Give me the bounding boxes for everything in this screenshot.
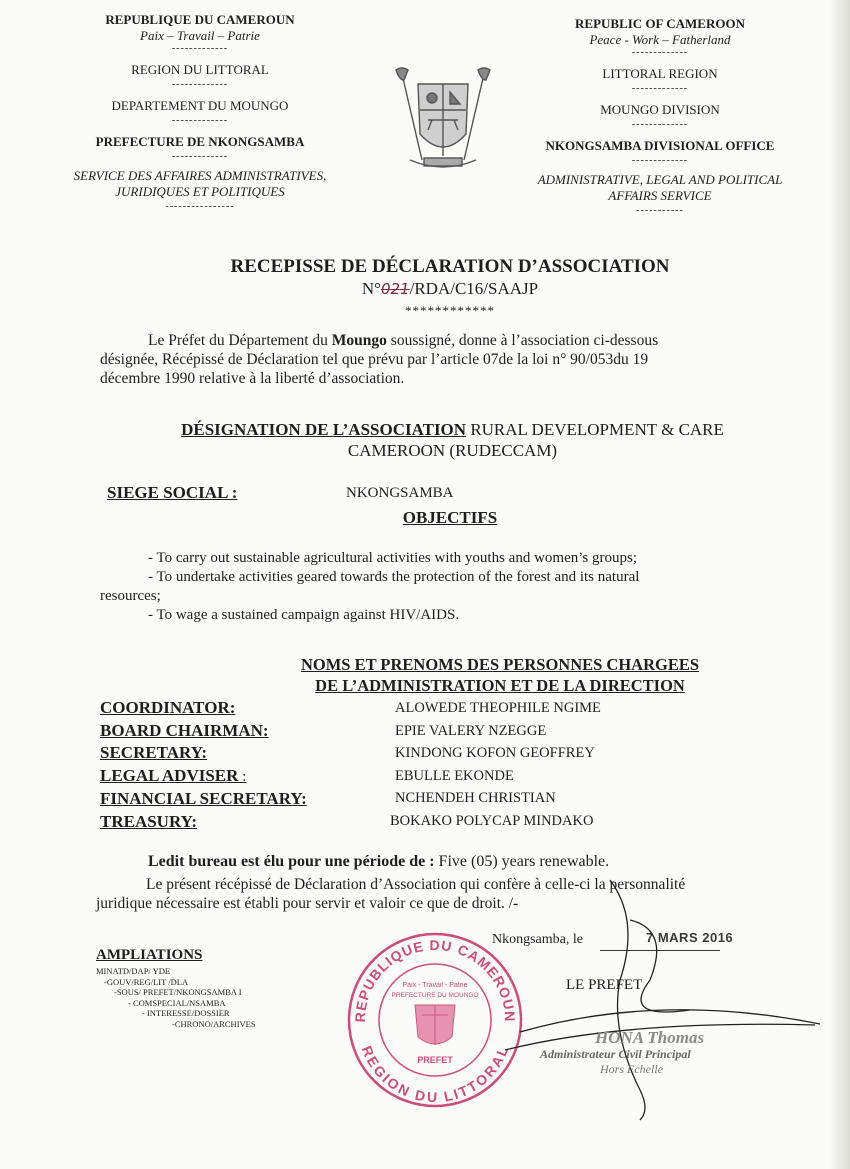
separator: -------------: [171, 151, 229, 162]
officer-name: EPIE VALERY NZEGGE: [395, 722, 547, 739]
stamp-inner-line2: PREFECTURE DU MOUNGO: [391, 992, 479, 999]
header-left-country: REPUBLIQUE DU CAMEROUN: [105, 12, 295, 27]
header-right-division: MOUNGO DIVISION: [600, 102, 720, 117]
separator: -------------: [631, 47, 689, 58]
officer-role: LEGAL ADVISER: [100, 765, 239, 785]
stamp-inner-line1: Paix - Travail - Patrie: [402, 982, 468, 989]
term-label: Ledit bureau est élu pour une période de :: [148, 853, 439, 870]
intro-moungo: Moungo: [331, 332, 387, 349]
header-right-region: LITTORAL REGION: [602, 66, 718, 81]
header-left-motto: Paix – Travail – Patrie: [140, 28, 260, 43]
coat-of-arms-icon: [388, 64, 498, 176]
designation-label: DÉSIGNATION DE L’ASSOCIATION: [181, 420, 467, 439]
siege-value: NKONGSAMBA: [346, 485, 454, 501]
receipt-number: [100, 279, 800, 299]
officers-roles: [100, 697, 307, 833]
intro-line3: décembre 1990 relative à la liberté d’association.: [100, 370, 405, 387]
signatory-name: HONA Thomas: [595, 1028, 705, 1047]
officer-name: BOKAKO POLYCAP MINDAKO: [390, 812, 594, 829]
handwritten-signature-icon: [500, 860, 820, 1130]
closing-line1: Le présent récépissé de Déclaration d’Association qui confère à celle-ci la personnalité: [146, 876, 686, 893]
svg-text:REGION DU LITTORAL: [358, 1044, 511, 1106]
stamp-center-label: PREFET: [417, 1055, 453, 1065]
ampliation-item: - INTERESSE/DOSSIER: [142, 1008, 230, 1018]
officer-name: ALOWEDE THEOPHILE NGIME: [395, 700, 601, 716]
intro-line1: [100, 331, 805, 350]
ampliations-list: [96, 966, 256, 1029]
page-edge-shadow: [828, 0, 850, 1169]
objective-item-continued: resources;: [100, 588, 161, 604]
header-left-service-line1: SERVICE DES AFFAIRES ADMINISTRATIVES,: [73, 168, 327, 183]
title-stars: ************: [405, 303, 495, 318]
intro-paragraph: [100, 331, 805, 388]
header-right-service-line1: ADMINISTRATIVE, LEGAL AND POLITICAL: [537, 172, 783, 187]
officer-role: FINANCIAL SECRETARY:: [100, 789, 307, 808]
intro-part1: Le Préfet du Département du: [148, 332, 332, 349]
officer-role-suffix: :: [238, 768, 247, 785]
officer-role: BOARD CHAIRMAN:: [100, 720, 269, 740]
officer-name: EBULLE EKONDE: [395, 767, 514, 784]
signature-title: LE PREFET: [566, 977, 643, 993]
header-right: [500, 16, 820, 216]
designation: [100, 419, 805, 461]
header-right-country: REPUBLIC OF CAMEROON: [575, 16, 745, 31]
designation-value-line2: CAMEROON (RUDECCAM): [347, 441, 558, 460]
header-left-department: DEPARTEMENT DU MOUNGO: [111, 98, 289, 113]
separator: -------------: [631, 83, 689, 94]
term-value: Five (05) years renewable.: [438, 853, 610, 870]
officer-name: NCHENDEH CHRISTIAN: [395, 790, 556, 806]
stamp-ring-bottom: REGION DU LITTORAL: [358, 1043, 512, 1106]
officer-role: TREASURY:: [100, 811, 198, 831]
objectives-heading: OBJECTIFS: [402, 508, 498, 527]
ampliation-item: MINATD/DAP/ YDE: [96, 966, 171, 976]
separator: -------------: [171, 79, 229, 90]
header-left-service-line2: JURIDIQUES ET POLITIQUES: [115, 184, 285, 199]
ampliation-item: -GOUV/REG/LIT /DLA: [104, 976, 189, 987]
separator: ----------------: [165, 201, 235, 212]
date-stamp: 7 MARS 2016: [646, 930, 734, 945]
officers-heading-line2: DE L’ADMINISTRATION ET DE LA DIRECTION: [315, 676, 685, 695]
officer-role: COORDINATOR:: [100, 698, 236, 717]
ampliation-item: -CHRONO/ARCHIVES: [172, 1018, 256, 1029]
intro-part2: soussigné, donne à l’association ci-dessous: [386, 332, 659, 349]
objective-item: - To undertake activities geared towards the protection of the forest and its natural: [148, 569, 640, 585]
separator: -------------: [171, 115, 229, 126]
signature-place: Nkongsamba, le: [492, 932, 583, 947]
header-left-region: REGION DU LITTORAL: [131, 62, 269, 77]
separator: -------------: [631, 119, 689, 130]
siege-label: SIEGE SOCIAL :: [107, 483, 238, 502]
officers-names: [390, 697, 601, 832]
officer-role-legal: [100, 765, 307, 789]
header-left-prefecture: PREFECTURE DE NKONGSAMBA: [95, 134, 305, 149]
ampliations-heading: AMPLIATIONS: [96, 947, 203, 963]
closing-line2: juridique nécessaire est établi pour servir et valoir ce que de droit. /-: [96, 895, 519, 912]
officers-heading: [200, 654, 800, 696]
objective-item: - To wage a sustained campaign against HIV/AIDS.: [148, 607, 460, 623]
separator: -------------: [631, 155, 689, 166]
objectives-list: [100, 549, 805, 625]
separator: -------------: [171, 43, 229, 54]
objective-item: - To carry out sustainable agricultural activities with youths and women’s groups;: [148, 550, 637, 566]
ampliation-item: -SOUS/ PREFET/NKONGSAMBA I: [114, 987, 242, 997]
signatory-rank-line2: Hors Echelle: [600, 1062, 663, 1076]
document-title: RECEPISSE DE DÉCLARATION D’ASSOCIATION: [230, 256, 670, 277]
header-right-motto: Peace - Work – Fatherland: [589, 32, 731, 47]
ampliation-item: - COMSPECIAL/NSAMBA: [128, 997, 226, 1008]
signatory-rank-line1: Administrateur Civil Principal: [540, 1047, 691, 1061]
designation-line1: [100, 419, 805, 440]
officer-name: KINDONG KOFON GEOFFREY: [395, 745, 595, 761]
stamp-ring-top: REPUBLIQUE DU CAMEROUN: [351, 936, 519, 1023]
designation-value-line1: RURAL DEVELOPMENT & CARE: [466, 420, 724, 439]
header-right-office: NKONGSAMBA DIVISIONAL OFFICE: [545, 138, 775, 153]
header-right-service-line2: AFFAIRS SERVICE: [608, 188, 712, 203]
header-left: [40, 12, 360, 212]
receipt-number-handwritten: 021: [380, 280, 410, 298]
separator: -----------: [636, 205, 684, 216]
receipt-number-suffix: /RDA/C16/SAAJP: [409, 279, 539, 298]
officers-heading-line1: NOMS ET PRENOMS DES PERSONNES CHARGEES: [300, 655, 700, 674]
receipt-number-prefix: N°: [361, 279, 381, 298]
officer-role: SECRETARY:: [100, 743, 208, 762]
intro-line2: désignée, Récépissé de Déclaration tel que prévu par l’article 07de la loi n° 90/053du 19: [100, 351, 649, 368]
